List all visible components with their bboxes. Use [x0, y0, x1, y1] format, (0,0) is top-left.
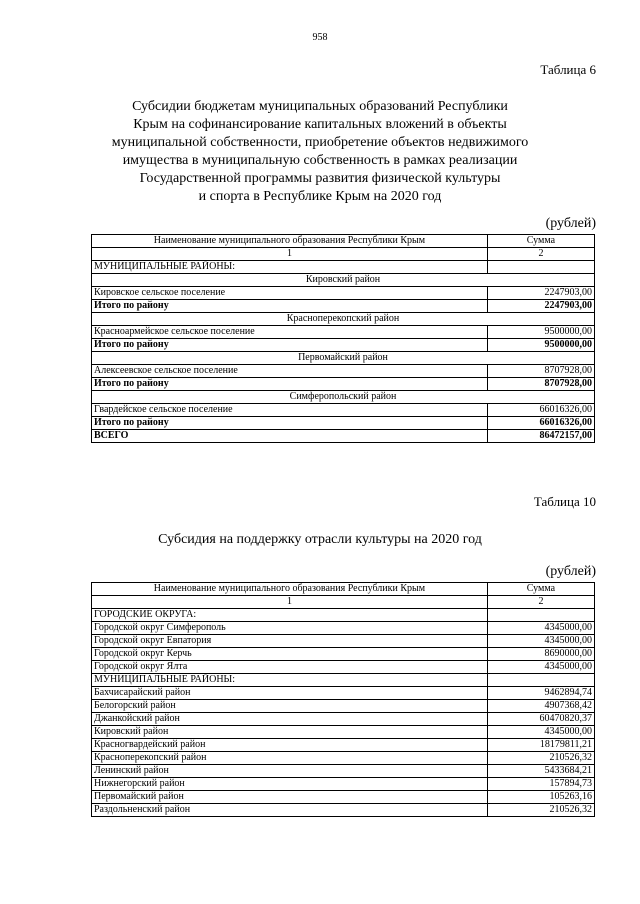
entity-name: Бахчисарайский район — [92, 687, 488, 700]
district-header-row — [92, 391, 595, 404]
settlement-name: Красноармейское сельское поселение — [92, 326, 488, 339]
entity-name: Красногвардейский район — [92, 739, 488, 752]
entity-name: Джанкойский район — [92, 713, 488, 726]
grand-total-amount: 86472157,00 — [487, 430, 594, 443]
entity-name: Городской округ Ялта — [92, 661, 488, 674]
total-amount: 66016326,00 — [487, 417, 594, 430]
total-label: Итого по району — [92, 300, 488, 313]
amount: 60470820,37 — [487, 713, 594, 726]
amount: 9500000,00 — [487, 326, 594, 339]
table-row — [92, 622, 595, 635]
total-label: Итого по району — [92, 339, 488, 352]
table-row — [92, 739, 595, 752]
page-number: 958 — [312, 32, 328, 43]
column-number: 1 — [92, 248, 488, 261]
amount: 4907368,42 — [487, 700, 594, 713]
district-name: Симферопольский район — [92, 391, 595, 404]
amount: 18179811,21 — [487, 739, 594, 752]
column-number: 2 — [487, 248, 594, 261]
amount: 9462894,74 — [487, 687, 594, 700]
total-row — [92, 417, 595, 430]
table-row — [92, 635, 595, 648]
settlement-name: Алексеевское сельское поселение — [92, 365, 488, 378]
grand-total-label: ВСЕГО — [92, 430, 488, 443]
column-number: 1 — [92, 596, 488, 609]
table-row — [92, 326, 595, 339]
table-row — [92, 661, 595, 674]
table-row — [92, 713, 595, 726]
entity-name: Раздольненский район — [92, 804, 488, 817]
header-name: Наименование муниципального образования Республики Крым — [92, 583, 488, 596]
table-row — [92, 726, 595, 739]
amount: 4345000,00 — [487, 635, 594, 648]
title-line: Крым на софинансирование капитальных вложений в объекты — [133, 117, 507, 132]
column-number: 2 — [487, 596, 594, 609]
title-line: и спорта в Республике Крым на 2020 год — [198, 189, 442, 204]
table10-title: Субсидия на поддержку отрасли культуры на 2020 год — [158, 532, 482, 547]
table-row — [92, 648, 595, 661]
amount: 105263,16 — [487, 791, 594, 804]
empty-cell — [487, 261, 594, 274]
total-label: Итого по району — [92, 417, 488, 430]
column-number-row — [92, 596, 595, 609]
entity-name: Городской округ Керчь — [92, 648, 488, 661]
empty-cell — [487, 674, 594, 687]
amount: 210526,32 — [487, 752, 594, 765]
table-row — [92, 765, 595, 778]
section-row — [92, 261, 595, 274]
table-row — [92, 365, 595, 378]
district-name: Кировский район — [92, 274, 595, 287]
settlement-name: Гвардейское сельское поселение — [92, 404, 488, 417]
table-header-row — [92, 235, 595, 248]
table6-title — [60, 98, 580, 206]
amount: 157894,73 — [487, 778, 594, 791]
header-sum: Сумма — [487, 583, 594, 596]
amount: 4345000,00 — [487, 622, 594, 635]
header-name: Наименование муниципального образования Республики Крым — [92, 235, 488, 248]
entity-name: Кировский район — [92, 726, 488, 739]
title-line: Государственной программы развития физической культуры — [139, 171, 501, 186]
amount: 8707928,00 — [487, 365, 594, 378]
table-header-row — [92, 583, 595, 596]
amount: 4345000,00 — [487, 661, 594, 674]
section-label: МУНИЦИПАЛЬНЫЕ РАЙОНЫ: — [92, 674, 488, 687]
entity-name: Городской округ Евпатория — [92, 635, 488, 648]
table-row — [92, 404, 595, 417]
amount: 2247903,00 — [487, 287, 594, 300]
table10 — [91, 582, 595, 817]
amount: 66016326,00 — [487, 404, 594, 417]
district-header-row — [92, 352, 595, 365]
total-row — [92, 378, 595, 391]
table6-label: Таблица 6 — [540, 62, 596, 77]
amount: 8690000,00 — [487, 648, 594, 661]
entity-name: Нижнегорский район — [92, 778, 488, 791]
table6 — [91, 234, 595, 443]
total-label: Итого по району — [92, 378, 488, 391]
total-amount: 9500000,00 — [487, 339, 594, 352]
section-label: МУНИЦИПАЛЬНЫЕ РАЙОНЫ: — [92, 261, 488, 274]
title-line: Субсидии бюджетам муниципальных образований Республики — [132, 99, 508, 114]
table6-unit: (рублей) — [545, 216, 596, 231]
table-row — [92, 687, 595, 700]
table-row — [92, 804, 595, 817]
entity-name: Городской округ Симферополь — [92, 622, 488, 635]
total-amount: 8707928,00 — [487, 378, 594, 391]
empty-cell — [487, 609, 594, 622]
amount: 4345000,00 — [487, 726, 594, 739]
entity-name: Ленинский район — [92, 765, 488, 778]
settlement-name: Кировское сельское поселение — [92, 287, 488, 300]
header-sum: Сумма — [487, 235, 594, 248]
total-amount: 2247903,00 — [487, 300, 594, 313]
district-name: Красноперекопский район — [92, 313, 595, 326]
table-row — [92, 752, 595, 765]
entity-name: Красноперекопский район — [92, 752, 488, 765]
column-number-row — [92, 248, 595, 261]
section-label: ГОРОДСКИЕ ОКРУГА: — [92, 609, 488, 622]
grand-total-row — [92, 430, 595, 443]
title-line: имущества в муниципальную собственность в рамках реализации — [122, 153, 518, 168]
table10-label: Таблица 10 — [533, 494, 596, 509]
amount: 210526,32 — [487, 804, 594, 817]
total-row — [92, 339, 595, 352]
district-header-row — [92, 313, 595, 326]
table-row — [92, 778, 595, 791]
table-row — [92, 700, 595, 713]
table-row — [92, 791, 595, 804]
district-header-row — [92, 274, 595, 287]
table-row — [92, 287, 595, 300]
section-row — [92, 609, 595, 622]
district-name: Первомайский район — [92, 352, 595, 365]
entity-name: Белогорский район — [92, 700, 488, 713]
section-row — [92, 674, 595, 687]
entity-name: Первомайский район — [92, 791, 488, 804]
amount: 5433684,21 — [487, 765, 594, 778]
total-row — [92, 300, 595, 313]
title-line: муниципальной собственности, приобретение объектов недвижимого — [111, 135, 529, 150]
table10-unit: (рублей) — [545, 564, 596, 579]
